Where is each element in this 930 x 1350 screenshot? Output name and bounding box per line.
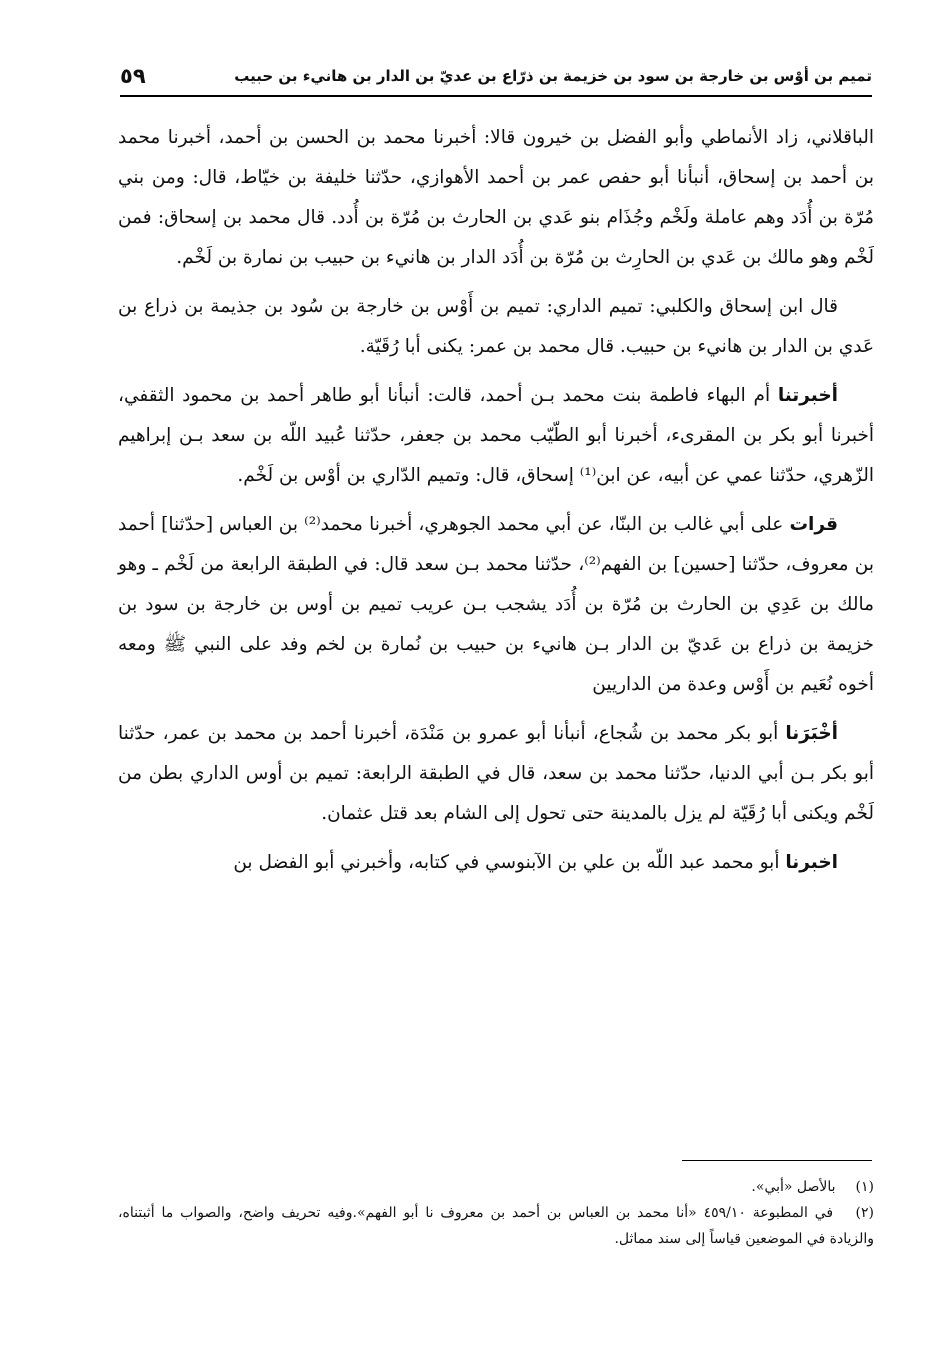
footnote-number: (٢) (855, 1205, 875, 1221)
footnote-1 (118, 1174, 874, 1200)
body-text (118, 118, 874, 892)
paragraph-text: أم البهاء فاطمة بنت محمد بـن أحمد، قالت: أنبأنا أبو طاهر أحمد بن محمود الثقفي، أخبرنا أبو بكر بن المقرىء، أخبرنا أبو الطّيّب محمد بن جعفر، حدّثنا عُبيد اللّه بن سعد بـن إبراهيم الزّهري، حدّثنا عمي عن أبيه، عن ابن⁽¹⁾ إسحاق، قال: وتميم الدّاري بن أوْس بن لَخْم. (118, 385, 874, 486)
footnotes (118, 1174, 874, 1252)
paragraph-lead-word: أخْبَرَنا (785, 723, 838, 744)
footnote-text: في المطبوعة ٤٥٩/١٠ «أنا محمد بن العباس بن أحمد بن معروف نا أبو الفهم».وفيه تحريف واضح، والصواب ما أثبتناه، والزيادة في الموضعين قياساً إلى سند مماثل. (118, 1205, 874, 1247)
paragraph-5 (118, 714, 874, 834)
paragraph-text: أبو بكر محمد بن شُجاع، أنبأنا أبو عمرو بن مَنْدَة، أخبرنا أحمد بن محمد بن عمر، حدّثنا أبو بكر بـن أبي الدنيا، حدّثنا محمد بن سعد، قال في الطبقة الرابعة: تميم بن أوس الداري بطن من لَخْم ويكنى أبا رُقَيّة لم يزل بالمدينة حتى تحول إلى الشام بعد قتل عثمان. (118, 723, 874, 824)
footnote-text: بالأصل «أبي». (751, 1179, 836, 1195)
footnote-2 (118, 1200, 874, 1252)
paragraph-text: أبو محمد عبد اللّه بن علي بن الآبنوسي في كتابه، وأخبرني أبو الفضل بن (233, 852, 780, 873)
page-number: ٥٩ (120, 64, 146, 88)
paragraph-4 (118, 505, 874, 705)
footnote-number: (١) (855, 1179, 874, 1195)
paragraph-6 (118, 843, 874, 883)
paragraph-2: قال ابن إسحاق والكلبي: تميم الداري: تميم بن أَوْس بن خارجة بن سُود بن جذيمة بن ذراع بن عَدي بن الدار بن هانيء بن حبيب. قال محمد بن عمر: يكنى أبا رُقَيّة. (118, 296, 874, 357)
paragraph-lead-word: اخبرنا (785, 852, 838, 873)
paragraph-text: على أبي غالب بن البنّا، عن أبي محمد الجوهري، أخبرنا محمد⁽²⁾ بن العباس [حدّثنا] أحمد بن معروف، حدّثنا [حسين] بن الفهم⁽²⁾، حدّثنا محمد بـن سعد قال: في الطبقة الرابعة من لَخْم ـ وهو مالك بن عَدِي بن الحارث بن مُرّة بن أُدَد يشجب بـن عريب تميم بن أوس بن خارجة بن سود بن خزيمة بن ذراع بن عَديّ بن الدار بـن هانيء بن حبيب بن نُمارة بن لخم وفد على النبي ﷺ ومعه أخوه نُعَيم بن أَوْس وعدة من الداريين (118, 514, 874, 695)
paragraph-3 (118, 376, 874, 496)
header-title: تميم بن أوْس بن خارجة بن سود بن خزيمة بن ذرّاع بن عديّ بن الدار بن هانيء بن حبيب (234, 67, 872, 85)
paragraph-1: الباقلاني، زاد الأنماطي وأبو الفضل بن خيرون قالا: أخبرنا محمد بن الحسن بن أحمد، أخبرنا محمد بن أحمد بن إسحاق، أنبأنا أبو حفص عمر بن أحمد الأهوازي، حدّثنا خليفة بن خيّاط، قال: ومن بني مُرّة بن أُدَد وهم عاملة ولَخْم وجُذَام بنو عَدي بن الحارث بن مُرّة بن أُدد. قال محمد بن إسحاق: فمن لَخْم وهو مالك بن عَدي بن الحارِث بن مُرّة بن أُدَد الدار بن هانيء بن حبيب بن نمارة بن لَخْم. (118, 127, 874, 268)
running-header (120, 58, 872, 94)
footnote-rule (682, 1160, 872, 1161)
header-rule (120, 95, 872, 97)
paragraph-lead-word: أخبرتنا (777, 385, 838, 406)
paragraph-lead-word: قرات (789, 514, 838, 535)
